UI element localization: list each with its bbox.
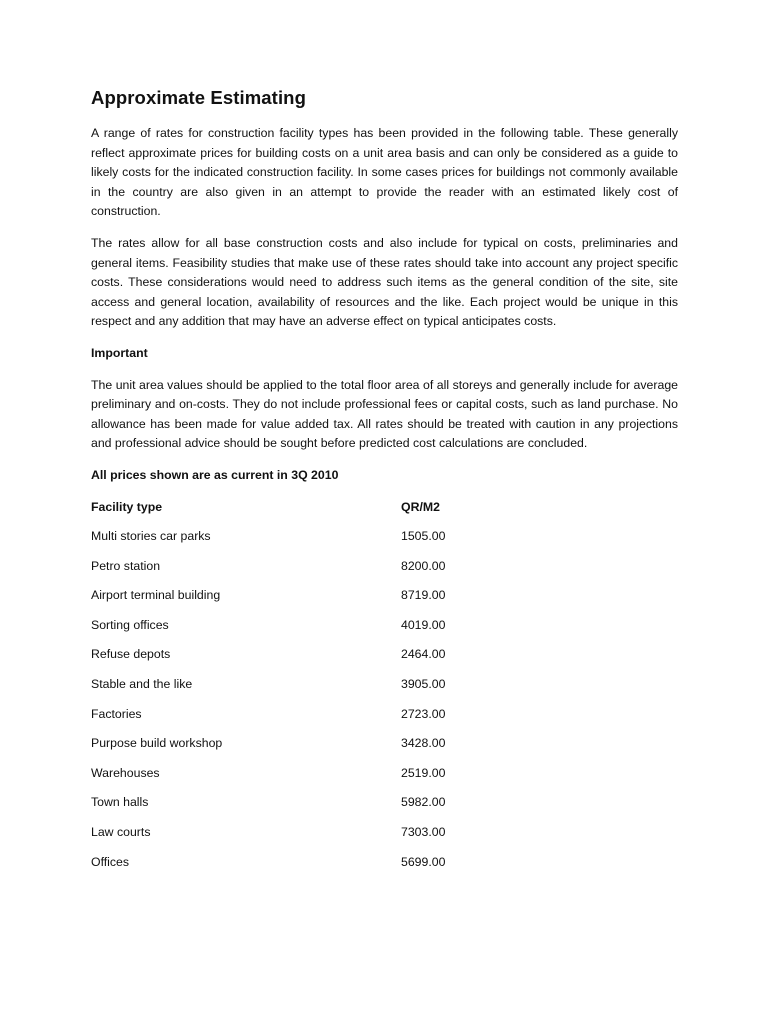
rate-cell: 2723.00 — [401, 706, 446, 721]
rate-cell: 7303.00 — [401, 825, 446, 840]
rate-cell: 3905.00 — [401, 677, 446, 692]
table-row — [91, 586, 678, 616]
facility-type-cell: Stable and the like — [91, 677, 193, 692]
table-body — [91, 527, 678, 882]
rates-paragraph: The rates allow for all base construction costs and also include for typical on costs, preliminaries and general items. Feasibility studies that make use of these rates should take into account any project specific costs. These considerations would need to address such items as the general condition of the site, site access and general location, availability of resources and the like. Each project would be unique in this respect and any addition that may have an adverse effect on typical anticipates costs. — [91, 235, 678, 329]
facility-type-cell: Purpose build workshop — [91, 736, 223, 751]
facility-type-cell: Multi stories car parks — [91, 529, 211, 544]
facility-type-cell: Airport terminal building — [91, 588, 221, 603]
table-row — [91, 705, 678, 735]
rate-cell: 5699.00 — [401, 854, 446, 869]
table-row — [91, 645, 678, 675]
header-rate: QR/M2 — [401, 499, 440, 514]
prices-note: All prices shown are as current in 3Q 2010 — [91, 467, 339, 482]
table-row — [91, 793, 678, 823]
table-header-row — [91, 498, 678, 528]
facility-type-cell: Town halls — [91, 795, 149, 810]
facility-type-cell: Sorting offices — [91, 617, 169, 632]
table-row — [91, 557, 678, 587]
table-row — [91, 616, 678, 646]
header-facility-type: Facility type — [91, 499, 163, 514]
table-row — [91, 734, 678, 764]
facility-type-cell: Warehouses — [91, 765, 160, 780]
rate-cell: 8719.00 — [401, 588, 446, 603]
rates-table — [91, 498, 678, 883]
facility-type-cell: Factories — [91, 706, 142, 721]
table-row — [91, 823, 678, 853]
facility-type-cell: Refuse depots — [91, 647, 171, 662]
rate-cell: 2464.00 — [401, 647, 446, 662]
facility-type-cell: Offices — [91, 854, 130, 869]
table-row — [91, 853, 678, 883]
rate-cell: 3428.00 — [401, 736, 446, 751]
document-page — [91, 86, 678, 882]
facility-type-cell: Petro station — [91, 558, 161, 573]
intro-paragraph: A range of rates for construction facility types has been provided in the following table. These generally reflect approximate prices for building costs on a unit area basis and can only be considered as a guide to likely costs for the indicated construction facility. In some cases prices for buildings not commonly available in the country are also given in an attempt to provide the reader with an estimated likely cost of construction. — [91, 126, 678, 219]
rate-cell: 8200.00 — [401, 558, 446, 573]
document-title: Approximate Estimating — [91, 87, 306, 108]
facility-type-cell: Law courts — [91, 825, 151, 840]
rate-cell: 4019.00 — [401, 617, 446, 632]
rate-cell: 2519.00 — [401, 765, 446, 780]
table-row — [91, 527, 678, 557]
important-paragraph: The unit area values should be applied to the total floor area of all storeys and generally include for average preliminary and on-costs. They do not include professional fees or capital costs, such as land purchase. No allowance has been made for value added tax. All rates should be treated with caution in any projections and professional advice should be sought before predicted cost calculations are concluded. — [91, 377, 678, 451]
table-row — [91, 764, 678, 794]
table-row — [91, 675, 678, 705]
rate-cell: 5982.00 — [401, 795, 446, 810]
rate-cell: 1505.00 — [401, 529, 446, 544]
important-heading: Important — [91, 345, 148, 360]
